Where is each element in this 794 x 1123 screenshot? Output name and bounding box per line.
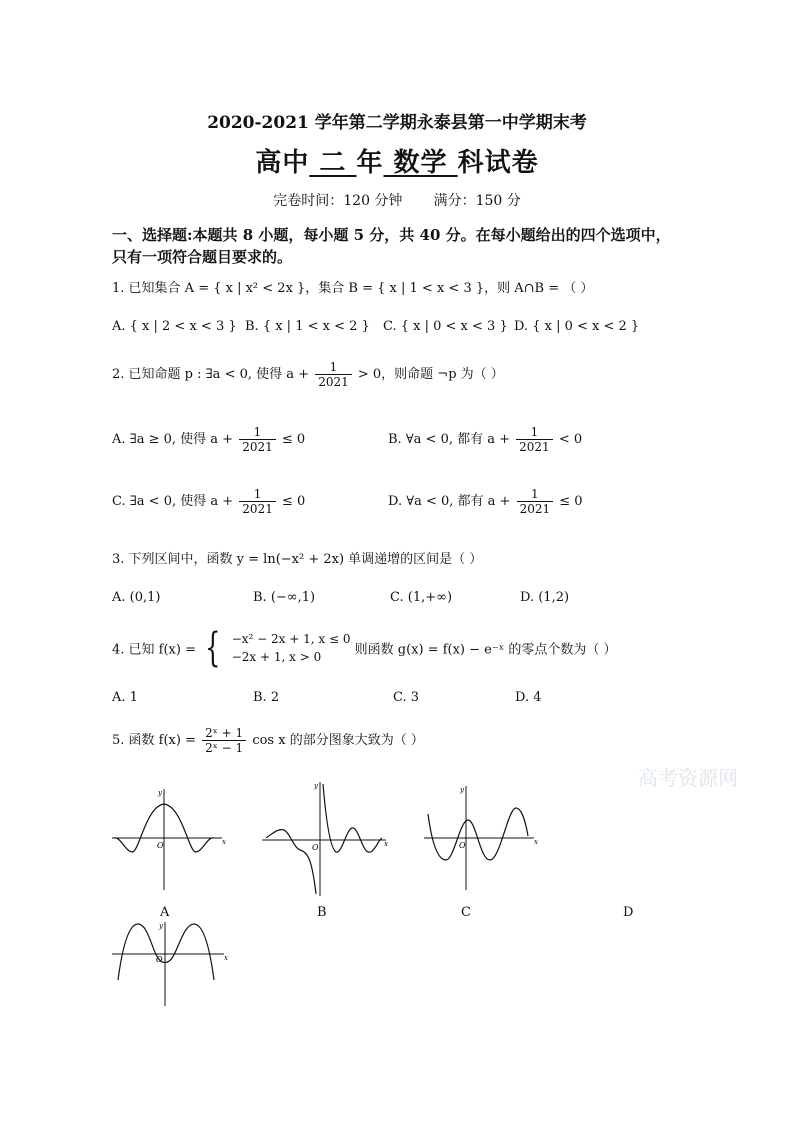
q2-option-b-rel: < 0 bbox=[558, 432, 583, 447]
q5-fraction bbox=[202, 726, 246, 755]
q2-option-a-text: A. ∃a ≥ 0, 使得 a + bbox=[112, 432, 234, 447]
q4-option-b: B. 2 bbox=[253, 690, 280, 705]
q2-stem-a: 2. 已知命题 p : ∃a < 0, 使得 a + bbox=[112, 367, 310, 382]
grade-blank: 二 bbox=[309, 148, 357, 178]
fraction-numerator: 1 bbox=[239, 425, 276, 440]
q5-stem-b: cos x 的部分图象大致为（ ） bbox=[252, 733, 424, 748]
q1-option-b: B. { x | 1 < x < 2 } bbox=[245, 319, 370, 334]
origin-label: O bbox=[312, 843, 319, 852]
piece-1: −x² − 2x + 1, x ≤ 0 bbox=[231, 632, 351, 646]
curve-b-right bbox=[323, 784, 382, 852]
fraction-numerator: 1 bbox=[517, 487, 554, 502]
q2-option-b-text: B. ∀a < 0, 都有 a + bbox=[388, 432, 511, 447]
title-suffix: 科试卷 bbox=[457, 148, 539, 178]
q5-stem bbox=[112, 726, 424, 755]
graph-label-d: D bbox=[623, 905, 634, 920]
graph-d bbox=[112, 920, 234, 1010]
curve-c bbox=[428, 808, 528, 860]
q3-stem: 3. 下列区间中，函数 y = ln(−x² + 2x) 单调递增的区间是（ ） bbox=[112, 552, 483, 567]
y-axis-label: y bbox=[159, 922, 163, 930]
fraction-denominator: 2ˣ − 1 bbox=[205, 741, 244, 755]
section-heading-line2: 只有一项符合题目要求的。 bbox=[112, 248, 293, 266]
y-axis-label: y bbox=[314, 782, 318, 790]
q4-option-a: A. 1 bbox=[112, 690, 138, 705]
q3-option-d: D. (1,2) bbox=[520, 590, 570, 605]
curve-b-left bbox=[266, 830, 316, 894]
piecewise-brace: { bbox=[205, 625, 221, 671]
q2-stem-b: > 0，则命题 ¬p 为（ ） bbox=[357, 367, 504, 382]
x-axis-label: x bbox=[384, 840, 388, 848]
q2-option-b bbox=[388, 425, 582, 454]
graph-label-a: A bbox=[160, 905, 170, 920]
q3-option-c: C. (1,+∞) bbox=[390, 590, 453, 605]
title-prefix: 高中 bbox=[255, 148, 310, 178]
q2-option-d bbox=[388, 487, 583, 516]
q1-stem: 1. 已知集合 A = { x | x² < 2x }，集合 B = { x | 1 < x < 3 }，则 A∩B = （ ） bbox=[112, 281, 594, 296]
q2-option-c-text: C. ∃a < 0, 使得 a + bbox=[112, 494, 234, 509]
q2-option-a-fraction bbox=[239, 425, 276, 454]
q1-option-d: D. { x | 0 < x < 2 } bbox=[514, 319, 640, 334]
y-axis-label: y bbox=[460, 786, 464, 794]
graph-b bbox=[262, 780, 392, 900]
fraction-denominator: 2021 bbox=[519, 440, 550, 454]
exam-title: 2020-2021 学年第二学期永泰县第一中学期末考 bbox=[207, 113, 587, 133]
q3-option-b: B. (−∞,1) bbox=[253, 590, 316, 605]
x-axis-label: x bbox=[222, 838, 226, 846]
q4-option-c: C. 3 bbox=[393, 690, 420, 705]
piece-2: −2x + 1, x > 0 bbox=[231, 650, 322, 664]
graph-label-b: B bbox=[317, 905, 327, 920]
q1-option-c: C. { x | 0 < x < 3 } bbox=[383, 319, 508, 334]
time-limit: 完卷时间：120 分钟 bbox=[273, 193, 403, 209]
graph-c bbox=[424, 784, 544, 894]
q4-stem-b: 则函数 g(x) = f(x) − e⁻ˣ 的零点个数为（ ） bbox=[354, 642, 617, 658]
watermark: 高考资源网 bbox=[638, 766, 738, 790]
q2-option-c bbox=[112, 487, 305, 516]
q2-option-a bbox=[112, 425, 305, 454]
q2-stem-fraction bbox=[315, 360, 352, 389]
q3-option-a: A. (0,1) bbox=[112, 590, 161, 605]
q2-option-a-rel: ≤ 0 bbox=[281, 432, 306, 447]
origin-label: O bbox=[459, 841, 466, 850]
title-year: 年 bbox=[356, 148, 384, 178]
fraction-numerator: 1 bbox=[315, 360, 352, 375]
fraction-numerator: 2ˣ + 1 bbox=[202, 726, 246, 741]
subject-blank: 数学 bbox=[383, 148, 458, 178]
paper-title bbox=[0, 142, 794, 179]
q2-option-d-text: D. ∀a < 0, 都有 a + bbox=[388, 494, 511, 509]
q2-option-c-rel: ≤ 0 bbox=[281, 494, 306, 509]
q2-option-d-fraction bbox=[517, 487, 554, 516]
exam-info bbox=[0, 190, 794, 210]
graph-a bbox=[112, 786, 232, 892]
q4-option-d: D. 4 bbox=[515, 690, 542, 705]
piecewise-definition bbox=[232, 630, 351, 666]
curve-d bbox=[118, 924, 214, 980]
full-score: 满分：150 分 bbox=[433, 193, 521, 209]
fraction-denominator: 2021 bbox=[318, 375, 349, 389]
x-axis-label: x bbox=[534, 838, 538, 846]
q2-option-d-rel: ≤ 0 bbox=[559, 494, 583, 509]
q2-stem bbox=[112, 360, 504, 389]
q2-option-b-fraction bbox=[516, 425, 553, 454]
q5-stem-a: 5. 函数 f(x) = bbox=[112, 733, 196, 748]
fraction-denominator: 2021 bbox=[242, 440, 273, 454]
graph-label-c: C bbox=[461, 905, 471, 920]
origin-label: O bbox=[157, 841, 164, 850]
y-axis-label: y bbox=[158, 789, 162, 797]
x-axis-label: x bbox=[224, 954, 228, 962]
section-heading-line1: 一、选择题:本题共 8 小题，每小题 5 分，共 40 分。在每小题给出的四个选项中， bbox=[112, 226, 671, 244]
q1-option-a: A. { x | 2 < x < 3 } bbox=[112, 319, 237, 334]
fraction-denominator: 2021 bbox=[242, 502, 273, 516]
q4-stem bbox=[112, 625, 617, 671]
q4-stem-a: 4. 已知 f(x) = bbox=[112, 642, 196, 658]
origin-label: O bbox=[156, 955, 163, 964]
q2-option-c-fraction bbox=[239, 487, 276, 516]
fraction-numerator: 1 bbox=[239, 487, 276, 502]
fraction-denominator: 2021 bbox=[519, 502, 551, 516]
fraction-numerator: 1 bbox=[516, 425, 553, 440]
